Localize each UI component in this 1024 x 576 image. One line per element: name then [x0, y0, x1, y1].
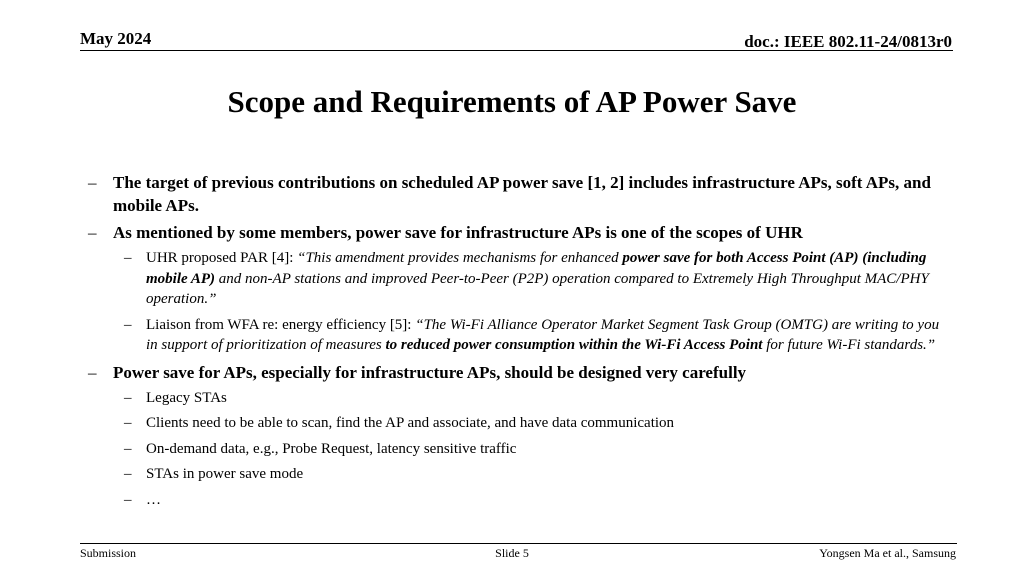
sub-bullet-par: [88, 248, 948, 310]
wfa-quote-start: “The Wi-Fi Alliance Operator Market Segment Task Group (OMTG) are writing to you in support of prioritization of measures: [146, 316, 940, 353]
bullet-1: [88, 171, 948, 217]
bullet-dash: –: [124, 466, 132, 482]
bullet-dash: –: [88, 173, 97, 192]
list-item: [88, 490, 948, 511]
bullet-dash: –: [124, 250, 132, 266]
bullet-2: [88, 221, 948, 244]
list-item-text: …: [146, 491, 161, 508]
bullet-dash: –: [124, 389, 132, 406]
par-quote-end: and non-AP stations and improved Peer-to-Peer (P2P) operation compared to Extremely High Throughput MAC/PHY operation.”: [146, 270, 929, 307]
bullet-dash: –: [124, 415, 132, 431]
header-divider: [80, 50, 953, 51]
par-quote-start: “This amendment provides mechanisms for enhanced: [297, 250, 623, 266]
sub-bullet-wfa: [88, 315, 948, 356]
bullet-dash: –: [88, 362, 97, 382]
bullet-2-text: As mentioned by some members, power save for infrastructure APs is one of the scopes of UHR: [113, 223, 803, 242]
header-doc-id: doc.: IEEE 802.11-24/0813r0: [744, 32, 952, 51]
par-prefix: UHR proposed PAR [4]:: [146, 250, 298, 266]
bullet-dash: –: [124, 440, 132, 457]
list-item: [88, 439, 948, 460]
list-item-text: STAs in power save mode: [146, 466, 304, 482]
list-item: [88, 464, 948, 485]
list-item: [88, 388, 948, 409]
bullet-dash: –: [124, 316, 132, 333]
list-item: [88, 413, 948, 434]
footer-divider: [80, 543, 957, 544]
footer-submission: Submission: [80, 546, 137, 560]
bullet-3-text: Power save for APs, especially for infrastructure APs, should be designed very carefully: [113, 362, 747, 382]
bullet-1-text: The target of previous contributions on scheduled AP power save [1, 2] includes infrastructure APs, soft APs, and mobile APs.: [113, 173, 931, 215]
wfa-prefix: Liaison from WFA re: energy efficiency [5]:: [146, 316, 416, 333]
par-quote-bold: power save for both Access Point (AP) (including mobile AP): [146, 250, 927, 287]
footer-author: Yongsen Ma et al., Samsung: [819, 546, 956, 560]
bullet-3: [88, 361, 948, 384]
list-item-text: Clients need to be able to scan, find the AP and associate, and have data communication: [146, 415, 675, 431]
bullet-dash: –: [124, 491, 132, 508]
slide-content: [88, 171, 948, 515]
list-item-text: On-demand data, e.g., Probe Request, latency sensitive traffic: [146, 440, 517, 457]
bullet-dash: –: [88, 223, 97, 242]
slide-title: Scope and Requirements of AP Power Save: [227, 84, 797, 119]
header-date: May 2024: [80, 29, 152, 48]
wfa-quote-end: for future Wi-Fi standards.”: [762, 337, 936, 353]
wfa-quote-bold: to reduced power consumption within the Wi-Fi Access Point: [385, 337, 763, 353]
footer-slide-number: Slide 5: [495, 546, 529, 560]
list-item-text: Legacy STAs: [146, 389, 227, 406]
